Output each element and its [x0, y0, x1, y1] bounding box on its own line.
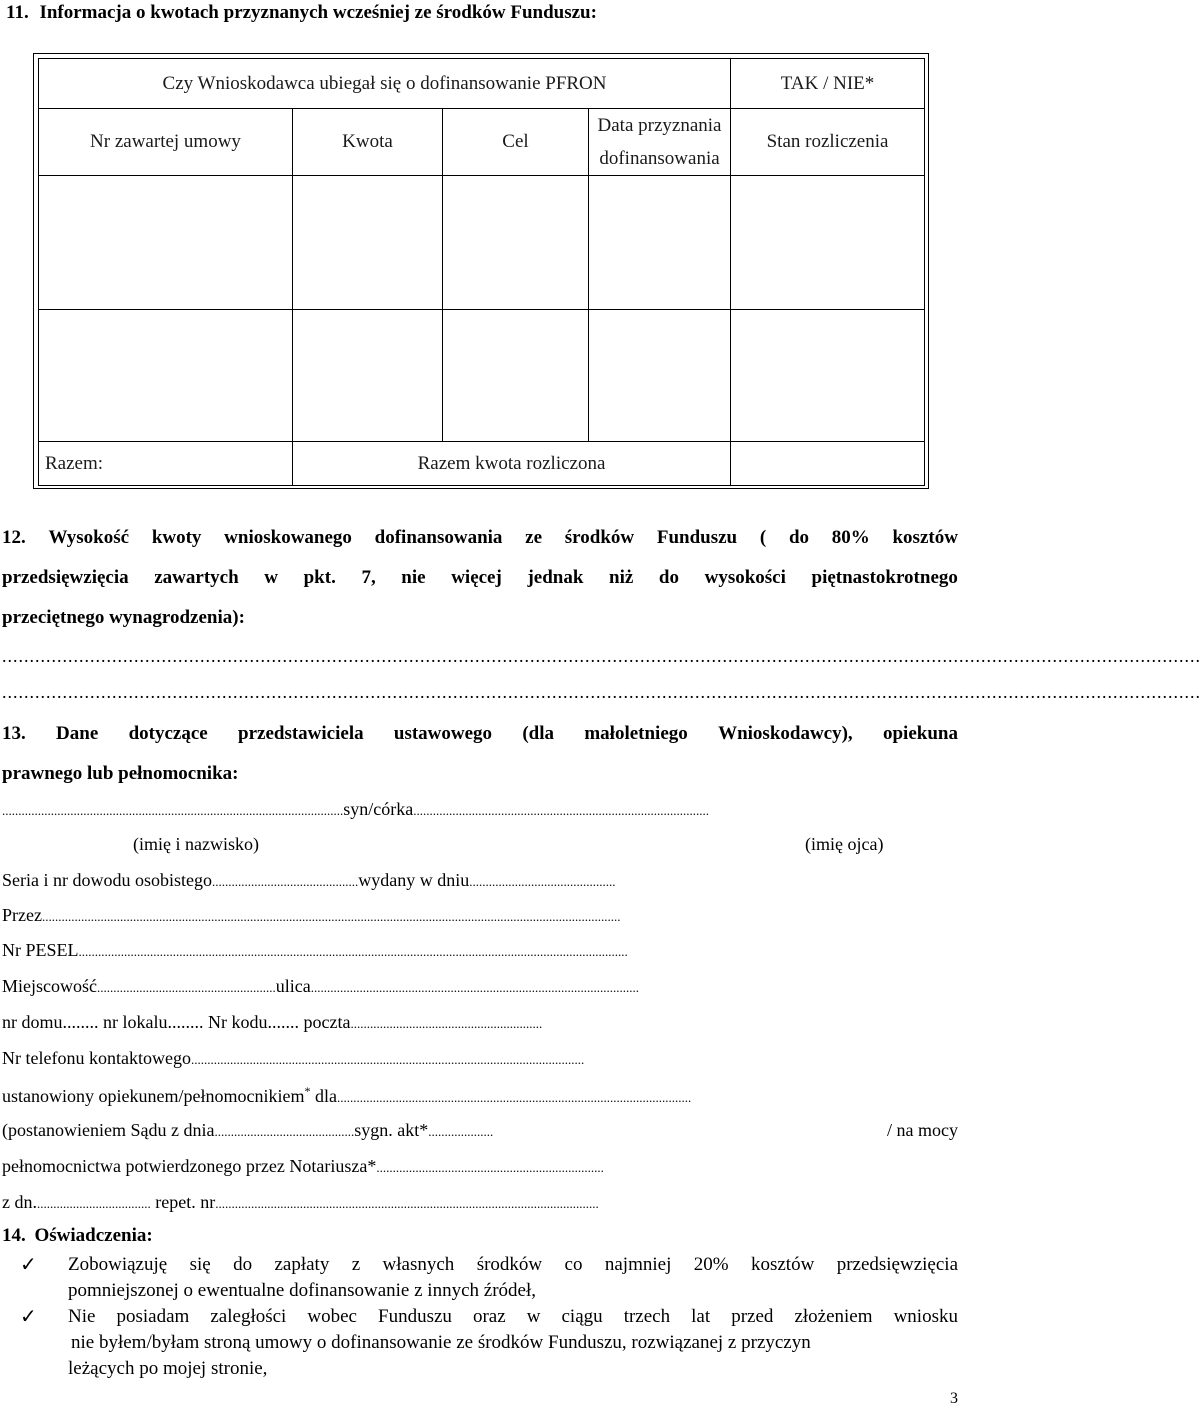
word: 80% — [831, 527, 870, 548]
section-14-heading — [2, 1225, 153, 1247]
word: niż — [609, 567, 634, 588]
section-11-number: 11. — [6, 2, 29, 23]
pesel-row — [2, 940, 958, 961]
header-contract-no: Nr zawartej umowy — [39, 109, 293, 176]
word: zawartych — [154, 567, 239, 588]
declaration-2-line-2: nie byłem/byłam stroną umowy o dofinansowanie ze środków Funduszu, rozwiązanej z przyczyn — [71, 1332, 811, 1353]
word: się — [189, 1254, 211, 1275]
house-no-label: nr domu — [2, 1012, 63, 1032]
flat-no-field[interactable]: ........ — [167, 1012, 204, 1032]
guardian-field[interactable]: ............................................................................................................. — [336, 1090, 692, 1105]
date-from-label: z dn. — [2, 1192, 37, 1212]
section-11-title: Informacja o kwotach przyznanych wcześniej ze środków Funduszu: — [39, 2, 597, 23]
word: ciągu — [561, 1306, 603, 1327]
name-field[interactable]: ......................................................................................................... — [2, 803, 344, 818]
word: przedstawiciela — [238, 723, 364, 744]
court-date-field[interactable]: ........................................... — [214, 1124, 355, 1139]
table-cell[interactable] — [589, 176, 731, 310]
guardian-label: ustanowiony opiekunem/pełnomocnikiem — [2, 1086, 305, 1106]
word: 7, — [361, 567, 376, 588]
word: Funduszu — [656, 527, 738, 548]
header-settlement: Stan rozliczenia — [731, 109, 925, 176]
total-settled-value-cell[interactable] — [731, 442, 925, 486]
court-decision-label: (postanowieniem Sądu z dnia — [2, 1120, 215, 1140]
table-cell[interactable] — [293, 310, 443, 442]
header-grant-date — [589, 109, 731, 176]
word: kosztów — [750, 1254, 815, 1275]
syn-corka-label: syn/córka — [343, 799, 414, 819]
amount-fill-line-2[interactable]: .......................................................................................................................................................................................................................... — [2, 682, 1201, 702]
word: 12. — [2, 527, 26, 548]
word: zaległości — [210, 1306, 287, 1327]
post-office-field[interactable]: ........................................................... — [350, 1016, 543, 1031]
word: małoletniego — [584, 723, 688, 744]
section-13 — [2, 714, 958, 794]
word: ze — [525, 527, 543, 548]
word: wniosku — [893, 1306, 958, 1327]
father-caption: (imię ojca) — [805, 834, 884, 854]
word: pkt. — [303, 567, 336, 588]
word: 13. — [2, 723, 26, 744]
notary-label: pełnomocnictwa potwierdzonego przez Notariusza* — [2, 1156, 377, 1176]
word: najmniej — [604, 1254, 672, 1275]
word: Wysokość — [48, 527, 130, 548]
house-no-field[interactable]: ........ — [62, 1012, 99, 1032]
flat-no-label: nr lokalu — [103, 1012, 168, 1032]
header-amount: Kwota — [293, 109, 443, 176]
word: Nie — [68, 1306, 96, 1327]
table-cell[interactable] — [39, 176, 293, 310]
check-mark-icon: ✓ — [20, 1254, 37, 1276]
table-cell[interactable] — [39, 310, 293, 442]
repet-row — [2, 1192, 958, 1213]
word: z — [351, 1254, 361, 1275]
phone-label: Nr telefonu kontaktowego — [2, 1048, 191, 1068]
name-row — [2, 799, 958, 820]
word: zapłaty — [274, 1254, 330, 1275]
header-purpose: Cel — [443, 109, 589, 176]
word: Zobowiązuję — [68, 1254, 168, 1275]
word: do — [658, 567, 679, 588]
section-12-line-1 — [2, 518, 958, 558]
pesel-label: Nr PESEL — [2, 940, 79, 960]
section-11-heading — [6, 2, 597, 24]
declaration-1-line-1 — [68, 1252, 958, 1278]
guardian-row — [2, 1084, 958, 1107]
id-series-field[interactable]: ............................................. — [211, 874, 359, 889]
guardian-star: * — [304, 1084, 311, 1098]
word: wobec — [307, 1306, 357, 1327]
postcode-label: Nr kodu — [208, 1012, 268, 1032]
notary-row — [2, 1156, 958, 1177]
word: dotyczące — [128, 723, 208, 744]
word: oraz — [472, 1306, 506, 1327]
word: więcej — [451, 567, 502, 588]
word: lat — [691, 1306, 711, 1327]
amount-fill-line-1[interactable]: .......................................................................................................................................................................................................................... — [2, 646, 1201, 666]
table-cell[interactable] — [731, 176, 925, 310]
court-row — [2, 1120, 958, 1141]
phone-field[interactable]: ......................................................................................................................... — [190, 1052, 585, 1067]
issued-on-field[interactable]: ............................................. — [469, 874, 616, 889]
street-label: ulica — [275, 976, 311, 996]
declaration-1-line-2: pomniejszonej o ewentualne dofinansowanie z innych źródeł, — [68, 1280, 536, 1301]
word: do — [788, 527, 810, 548]
phone-row — [2, 1048, 958, 1069]
issued-on-label: wydany w dniu — [358, 870, 470, 890]
post-office-label: poczta — [303, 1012, 351, 1032]
notary-field[interactable]: ...................................................................... — [376, 1160, 604, 1175]
pesel-field[interactable]: ......................................................................................................................................................................... — [78, 944, 628, 959]
signature-field[interactable]: .................... — [428, 1124, 494, 1139]
total-settled-cell: Razem kwota rozliczona — [293, 442, 731, 486]
repet-field[interactable]: ...................................................................................................................... — [215, 1196, 599, 1211]
word: trzech — [623, 1306, 671, 1327]
street-field[interactable]: ..................................................................................................... — [310, 980, 639, 995]
declaration-1 — [68, 1252, 958, 1304]
section-13-line-1 — [2, 714, 958, 754]
word: kwoty — [151, 527, 202, 548]
table-cell[interactable] — [293, 176, 443, 310]
table-cell[interactable] — [589, 310, 731, 442]
word: jednak — [527, 567, 584, 588]
word: opiekuna — [882, 723, 958, 744]
word: dofinansowania — [374, 527, 503, 548]
grants-table — [38, 58, 925, 486]
word: (dla — [522, 723, 555, 744]
word: Funduszu — [378, 1306, 452, 1327]
section-12-line-2 — [2, 558, 958, 598]
word: przed — [731, 1306, 774, 1327]
declaration-2-line-3: leżących po mojej stronie, — [68, 1358, 268, 1379]
yes-no-cell[interactable]: TAK / NIE* — [731, 59, 925, 109]
word: przedsięwzięcia — [2, 567, 129, 588]
date-from-field[interactable]: ................................... — [37, 1196, 151, 1211]
word: ustawowego — [393, 723, 493, 744]
section-14-title: Oświadczenia: — [34, 1225, 153, 1246]
address-row — [2, 976, 958, 997]
postcode-field[interactable]: ....... — [267, 1012, 299, 1032]
court-decision-group — [2, 1120, 493, 1141]
word: w — [526, 1306, 541, 1327]
word: piętnastokrotnego — [811, 567, 958, 588]
father-name-field[interactable]: ........................................................................................... — [413, 803, 709, 818]
pfron-question-cell: Czy Wnioskodawca ubiegał się o dofinansowanie PFRON — [39, 59, 731, 109]
id-series-label: Seria i nr dowodu osobistego — [2, 870, 212, 890]
word: kosztów — [892, 527, 958, 548]
power-of-attorney-label: / na mocy — [887, 1120, 958, 1140]
name-caption: (imię i nazwisko) — [133, 834, 259, 854]
total-label-cell: Razem: — [39, 442, 293, 486]
word: przedsięwzięcia — [836, 1254, 958, 1275]
guardian-for-label: dla — [310, 1086, 337, 1106]
issued-by-label: Przez — [2, 905, 42, 925]
header-grant-date-line1: Data przyznania — [597, 115, 722, 136]
city-field[interactable]: ....................................................... — [96, 980, 276, 995]
word: 20% — [693, 1254, 729, 1275]
section-13-line-2: prawnego lub pełnomocnika: — [2, 763, 239, 784]
word: co — [564, 1254, 583, 1275]
word: w — [264, 567, 278, 588]
section-12-line-3: przeciętnego wynagrodzenia): — [2, 607, 245, 628]
word: Wnioskodawcy), — [718, 723, 853, 744]
repet-label: repet. nr — [155, 1192, 216, 1212]
word: środków — [564, 527, 635, 548]
issued-by-row — [2, 905, 958, 926]
table-cell[interactable] — [731, 310, 925, 442]
section-12 — [2, 518, 958, 638]
house-row — [2, 1012, 958, 1033]
word: nie — [401, 567, 426, 588]
city-label: Miejscowość — [2, 976, 97, 996]
signature-label: sygn. akt* — [354, 1120, 429, 1140]
header-grant-date-line2: dofinansowania — [599, 148, 720, 169]
table-cell[interactable] — [443, 310, 589, 442]
word: środków — [476, 1254, 543, 1275]
word: Dane — [56, 723, 99, 744]
table-cell[interactable] — [443, 176, 589, 310]
word: złożeniem — [794, 1306, 873, 1327]
declaration-2-line-1 — [68, 1304, 958, 1330]
word: ( — [759, 527, 767, 548]
word: wnioskowanego — [224, 527, 352, 548]
section-14-number: 14. — [2, 1225, 26, 1246]
check-mark-icon: ✓ — [20, 1306, 37, 1328]
word: własnych — [382, 1254, 455, 1275]
declaration-2 — [68, 1304, 958, 1382]
word: posiadam — [116, 1306, 190, 1327]
id-row — [2, 870, 958, 891]
word: do — [233, 1254, 253, 1275]
page-number: 3 — [950, 1390, 958, 1407]
issued-by-field[interactable]: .................................................................................................................................................................................. — [41, 909, 621, 924]
word: wysokości — [704, 567, 786, 588]
